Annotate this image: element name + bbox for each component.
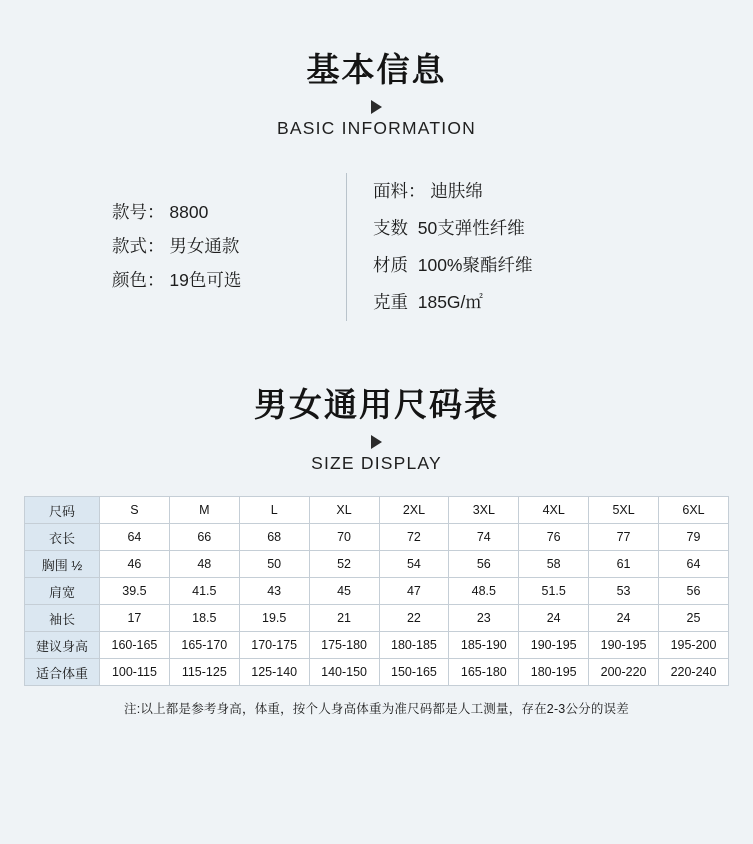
info-label: 款号： xyxy=(112,202,165,222)
triangle-down-icon xyxy=(371,435,382,449)
table-cell: 23 xyxy=(449,605,519,632)
table-cell: 77 xyxy=(589,524,659,551)
table-cell: 50 xyxy=(239,551,309,578)
table-cell: 衣长 xyxy=(25,524,100,551)
table-cell: 53 xyxy=(589,578,659,605)
table-cell: 3XL xyxy=(449,497,519,524)
table-cell: 200-220 xyxy=(589,659,659,686)
table-cell: 尺码 xyxy=(25,497,100,524)
triangle-down-icon xyxy=(371,100,382,114)
product-detail-page xyxy=(0,44,753,844)
info-label: 克重 xyxy=(373,292,408,312)
table-cell: 56 xyxy=(659,578,729,605)
table-cell: 64 xyxy=(659,551,729,578)
table-cell: 39.5 xyxy=(100,578,170,605)
table-cell: 74 xyxy=(449,524,519,551)
table-cell: 21 xyxy=(309,605,379,632)
info-value: 50支弹性纤维 xyxy=(417,218,525,238)
table-cell: 51.5 xyxy=(519,578,589,605)
table-cell: 48.5 xyxy=(449,578,519,605)
table-cell: 175-180 xyxy=(309,632,379,659)
table-cell: 190-195 xyxy=(589,632,659,659)
table-row xyxy=(25,551,729,578)
basic-info-heading xyxy=(0,44,753,139)
table-cell: 47 xyxy=(379,578,449,605)
table-cell: 45 xyxy=(309,578,379,605)
size-chart-title: 男女通用尺码表 xyxy=(254,386,499,423)
table-cell: 58 xyxy=(519,551,589,578)
table-cell: 170-175 xyxy=(239,632,309,659)
table-cell: 64 xyxy=(100,524,170,551)
info-row xyxy=(112,195,340,229)
table-cell: 160-165 xyxy=(100,632,170,659)
table-cell: 115-125 xyxy=(169,659,239,686)
size-chart-subtitle: SIZE DISPLAY xyxy=(311,453,442,473)
table-row xyxy=(25,524,729,551)
table-row xyxy=(25,605,729,632)
table-row xyxy=(25,659,729,686)
table-cell: 100-115 xyxy=(100,659,170,686)
table-cell: 165-180 xyxy=(449,659,519,686)
basic-info-title: 基本信息 xyxy=(306,51,447,88)
table-cell: 195-200 xyxy=(659,632,729,659)
table-cell: 17 xyxy=(100,605,170,632)
table-cell: 66 xyxy=(169,524,239,551)
info-label: 面料： xyxy=(373,181,426,201)
size-table-container xyxy=(24,496,729,686)
table-cell: 24 xyxy=(589,605,659,632)
table-cell: 46 xyxy=(100,551,170,578)
table-cell: 袖长 xyxy=(25,605,100,632)
size-chart-heading xyxy=(0,379,753,474)
table-row xyxy=(25,632,729,659)
table-cell: 56 xyxy=(449,551,519,578)
table-cell: 180-185 xyxy=(379,632,449,659)
table-cell: 22 xyxy=(379,605,449,632)
vertical-divider xyxy=(346,173,347,321)
table-cell: 220-240 xyxy=(659,659,729,686)
table-cell: 适合体重 xyxy=(25,659,100,686)
info-label: 材质 xyxy=(373,255,408,275)
table-cell: 68 xyxy=(239,524,309,551)
info-row xyxy=(373,284,641,321)
info-label: 款式： xyxy=(112,236,165,256)
table-cell: M xyxy=(169,497,239,524)
table-cell: 76 xyxy=(519,524,589,551)
basic-info-body xyxy=(0,173,753,321)
table-cell: 24 xyxy=(519,605,589,632)
table-cell: 43 xyxy=(239,578,309,605)
table-cell: 41.5 xyxy=(169,578,239,605)
table-row-header xyxy=(25,497,729,524)
table-cell: 190-195 xyxy=(519,632,589,659)
size-table xyxy=(24,496,729,686)
table-cell: XL xyxy=(309,497,379,524)
table-cell: 180-195 xyxy=(519,659,589,686)
table-cell: 165-170 xyxy=(169,632,239,659)
info-value: 19色可选 xyxy=(169,270,242,290)
table-cell: S xyxy=(100,497,170,524)
size-table-note: 注:以上都是参考身高，体重，按个人身高体重为准尺码都是人工测量，存在2-3公分的误差 xyxy=(124,702,629,716)
info-row xyxy=(373,173,641,210)
table-cell: 185-190 xyxy=(449,632,519,659)
table-cell: 18.5 xyxy=(169,605,239,632)
table-cell: 150-165 xyxy=(379,659,449,686)
table-cell: 4XL xyxy=(519,497,589,524)
basic-info-left-column xyxy=(112,173,340,321)
info-value: 185G/㎡ xyxy=(417,292,483,312)
info-row xyxy=(373,247,641,284)
table-cell: 52 xyxy=(309,551,379,578)
info-label: 颜色： xyxy=(112,270,165,290)
info-row xyxy=(112,263,340,297)
info-row xyxy=(112,229,340,263)
table-cell: 125-140 xyxy=(239,659,309,686)
table-row xyxy=(25,578,729,605)
table-cell: 肩宽 xyxy=(25,578,100,605)
table-cell: 140-150 xyxy=(309,659,379,686)
table-cell: 70 xyxy=(309,524,379,551)
table-cell: 25 xyxy=(659,605,729,632)
table-cell: 48 xyxy=(169,551,239,578)
info-row xyxy=(373,210,641,247)
info-value: 8800 xyxy=(169,202,209,222)
table-cell: L xyxy=(239,497,309,524)
table-cell: 54 xyxy=(379,551,449,578)
info-value: 迪肤绵 xyxy=(430,181,483,201)
info-label: 支数 xyxy=(373,218,408,238)
info-value: 男女通款 xyxy=(169,236,240,256)
table-cell: 建议身高 xyxy=(25,632,100,659)
basic-info-subtitle: BASIC INFORMATION xyxy=(277,118,476,138)
table-cell: 6XL xyxy=(659,497,729,524)
table-cell: 61 xyxy=(589,551,659,578)
table-cell: 胸围 ½ xyxy=(25,551,100,578)
table-cell: 5XL xyxy=(589,497,659,524)
table-cell: 19.5 xyxy=(239,605,309,632)
info-value: 100%聚酯纤维 xyxy=(417,255,533,275)
table-cell: 72 xyxy=(379,524,449,551)
basic-info-right-column xyxy=(373,173,641,321)
table-cell: 2XL xyxy=(379,497,449,524)
table-cell: 79 xyxy=(659,524,729,551)
